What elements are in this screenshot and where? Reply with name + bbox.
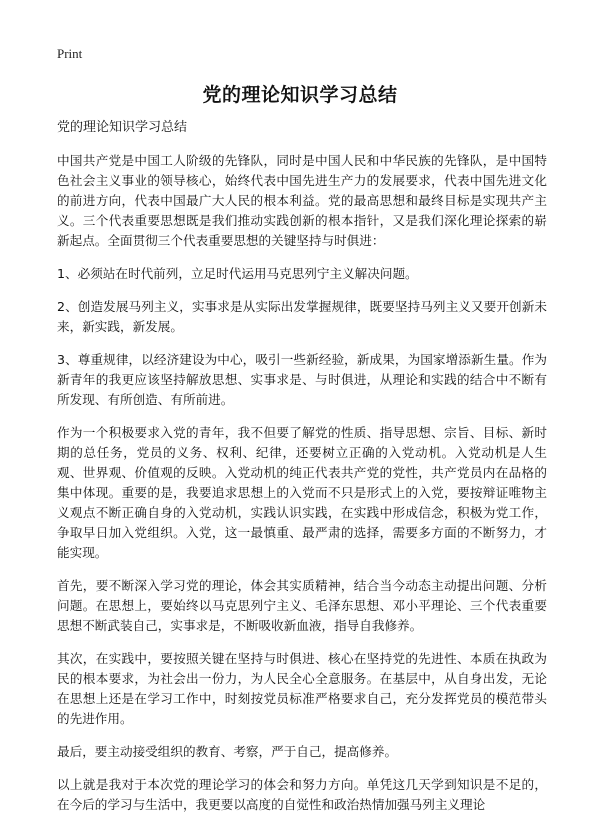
- paragraph-point-2: 2、创造发展马列主义，实事求是从实际出发掌握规律，既要坚持马列主义又要开创新未来，新实践，新发展。: [57, 299, 547, 334]
- paragraph-first: 首先，要不断深入学习党的理论，体会其实质精神，结合当今动态主动提出问题、分析问题。在思想上，要始终以马克思列宁主义、毛泽东思想、邓小平理论、三个代表重要思想不断武装自己，实事求是，不断吸收新血液，指导自我修养。: [57, 578, 547, 633]
- document-body: [57, 118, 547, 828]
- document-subtitle: 党的理论知识学习总结: [57, 120, 188, 135]
- print-link[interactable]: Print: [57, 46, 83, 61]
- page-title: 党的理论知识学习总结: [202, 84, 398, 106]
- paragraph-intro: 中国共产党是中国工人阶级的先锋队，同时是中国人民和中华民族的先锋队，是中国特色社会主义事业的领导核心，始终代表中国先进生产力的发展要求，代表中国先进文化的前进方向，代表中国最广大人民的根本利益。党的最高思想和最终目标是实现共产主义。三个代表重要思想既是我们推动实践创新的根本指针，又是我们深化理论探索的崭新起点。全面贯彻三个代表重要思想的关键坚持与时俱进：: [57, 153, 547, 248]
- paragraph-conclusion: 以上就是我对于本次党的理论学习的体会和努力方向。单凭这几天学到知识是不足的，在今后的学习与生活中，我更要以高度的自觉性和政治热情加强马列主义理论: [57, 777, 547, 812]
- paragraph-point-3: 3、尊重规律，以经济建设为中心，吸引一些新经验，新成果，为国家增添新生量。作为新青年的我更应该坚持解放思想、实事求是、与时俱进，从理论和实践的结合中不断有所发现、有所创造、有所前进。: [57, 352, 547, 407]
- paragraph-last: 最后，要主动接受组织的教育、考察，严于自己，提高修养。: [57, 744, 398, 759]
- paragraph-point-1: 1、必须站在时代前列，立足时代运用马克思列宁主义解决问题。: [57, 266, 418, 281]
- paragraph-motivation: 作为一个积极要求入党的青年，我不但要了解党的性质、指导思想、宗旨、目标、新时期的总任务，党员的义务、权利、纪律，还要树立正确的入党动机。入党动机是人生观、世界观、价值观的反映。入党动机的纯正代表共产党的党性，共产党员内在品格的集中体现。重要的是，我要追求思想上的入党而不只是形式上的入党，要按辩证唯物主义观点不断正确自身的入党动机，实践认识实践，在实践中形成信念，积极为党工作，争取早日加入党组织。入党，这一最慎重、最严肃的选择，需要多方面的不断努力，才能实现。: [57, 425, 547, 560]
- paragraph-second: 其次，在实践中，要按照关键在坚持与时俱进、核心在坚持党的先进性、本质在执政为民的根本要求，为社会出一份力，为人民全心全意服务。在基层中，从自身出发，无论在思想上还是在学习工作中，时刻按党员标准严格要求自己，充分发挥党员的模范带头的先进作用。: [57, 651, 547, 726]
